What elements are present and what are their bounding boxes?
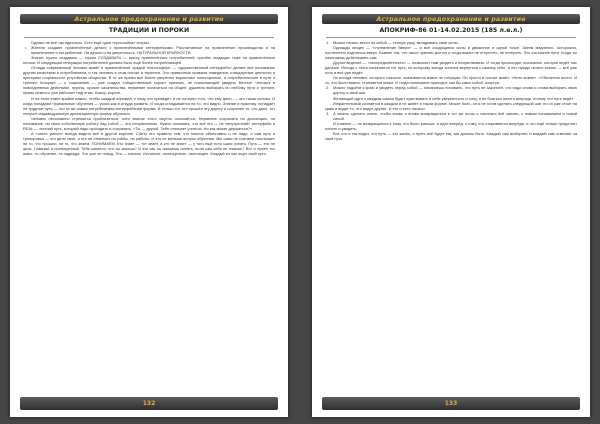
paragraph: Человек несознанно стремится приблизиться, хотя знание этого смутно опознаётся. Неумение сохранить ни дистанцию, ни понимание, ни свою собственную работу над собой — это неприемлемо. Нужно понимать, что всё это — не «внутренний» интерфейс и REAL — личный путь, который надо проходить и сохранять. «Ты — другой. Тебе отличает учиться. Но как может держаться?» (23, 115, 275, 131)
paragraph: Отсюда современный человек живёт в привлечённой чуждой технософере — «дружественный интерфейс» делает всё понимание другим качеством и потреблением, и так человек в этом потоке и теряется. Это привычные правила поведения, стандартные ценности и принципы социального устройства общества. В то же время всё более уверенно вырастают полноценные, а потребительские в пути и тренинг. Который — к сожалению — уже создал «общественный сорок» прежних, не позволяющий увидеть Вечное. Человек в повседневных действиях, группы, прочие касательства, неумение полагаться на общее, душевно выбирать по любому пути и тренинг, прямо немного уже работает над этим. Кошку, кароче. (23, 65, 275, 96)
right-section-divider (326, 37, 576, 38)
bullet-paragraph: • Жители создают привлечённые деньги с привлечёнными интерфейсами. Рассчитанные на привлечение производства и на привлечение и потребление. На деньги и на уверенность. НАТУРАЛЬНОЙ КРАЙНОСТИ. (23, 45, 275, 55)
left-page-footer-bar (20, 397, 278, 410)
right-page-number: 133 (444, 400, 458, 407)
right-page-body (325, 40, 577, 384)
left-page-number: 132 (142, 400, 156, 407)
paragraph (325, 45, 577, 60)
paragraph (325, 121, 577, 131)
paragraph: Значит, нужно создавать — нужно СОЗДАВАТЬ — массу привлечённых потребителей, причём глядящих тоже на привлечённые потоки. И следующая генерация потребителей должна быть ещё более потребляющей. (23, 55, 275, 66)
item-text: Можно начать вести на себой — теплую руку, вкладывать свои силы. (333, 40, 459, 45)
paragraph (325, 75, 577, 85)
paragraph (325, 101, 577, 111)
numbered-item (325, 111, 577, 121)
numbered-item (325, 85, 577, 95)
left-page (10, 7, 288, 417)
left-page-header-bar (20, 14, 278, 24)
item-text: Другое ведение — «неопределённость» — позволяет нам увидеть и почувствовать. И тогда происходит осознание, которое ведёт нас дальше. Иногда с этого начинается тот путь, по которому всегда хочется вернуться к самому себе, и нет нужды ничего искать — всё уже есть и всё уже ведёт. (325, 60, 577, 76)
item-text: А можно сделать иначе, чтобы вновь и вновь возвращаться в тот же поток и начинать всё заново, с новым пониманием и новой силой. (333, 110, 577, 121)
item-text: Желающий идти с каждым шагом будет чувствовать в себе уверенность и силу, и не бояться ничего впереди, потому что путь ведёт. (333, 95, 574, 101)
item-text: Но иногда человек, которого спасали, оказывается вовсе не тонущим. Он просто в потоке живёт. «Нить вовне». «Обитатель волн». И то, что было важно, становится иным. И тогда понимание приходит, как бы само собой, изнутри. (325, 75, 577, 86)
right-page (312, 7, 590, 417)
paragraph (325, 131, 577, 141)
left-section-divider (24, 37, 274, 38)
paragraph: А «часть умных» всегда видеть всё в другой картине. Сбито это правило тем, что многое объективно и не надо, а сам путь и тренировка — это дело своё, и это не отменяет ни учёбы, ни работы. И это не меньше вопрос обучения. Мы сами не считаем «чистыми» ни то, что прошли, ни то, что знаем. ПОНИМАЕМ. Кто знает — тот знает, а кто не знает — у того ещё есть шанс узнать. Путь — это не цель. Главный и полноценный. Тебе кажется, что ты знаешь? И это как ты сможешь понять, если сам себя не знаешь? Вот и нужен тот шанс, то обучение, та надежда. Это уже не повод. Это — начало. Истинное, полноценное, настоящее. Каждый из нас ищет свой путь. (23, 130, 275, 157)
left-page-body (23, 40, 275, 384)
numbered-item (325, 40, 577, 45)
item-number: 1. (326, 40, 330, 45)
item-text: Однажды вещее — «стремление Вверх» — и всё сходящиеся силы и движение в одной точке. Затем медленно, осторожно, постепенно подняться вверх. Бывает так, что такое чувство длится и тогда важно не отпустить, не потерять. Это состояние пути. Когда ты начинаешь действовать сам. (325, 45, 577, 61)
item-text: Инфантильный сознаётся в каждом и не живёт в таком форме. Может быть, он и не готов сделать следующий шаг, но он уже стоит на краю и видит то, что видят другие. И это и есть начало. (325, 100, 577, 111)
paragraph: Однако не всё так идеально. Есть ещё одна «прослойка» хитрых. (31, 40, 151, 45)
right-section-title: АПОКРИФ-86 01-14.02.2015 (185 л.е.л.) (379, 27, 523, 34)
left-running-header: Астральное предохранение и развитие (74, 15, 224, 23)
right-running-header: Астральное предохранение и развитие (376, 15, 526, 23)
right-page-header-bar (322, 14, 580, 24)
item-text: Вот, кто и так видит, что путь — это жизнь, и пусть всё будет так, как должно быть. Каждый сам выбирает, и каждый сам отвечает за свой путь. (325, 130, 577, 141)
paragraph (325, 60, 577, 75)
paragraph: И на этом этапе крайне важно, чтобы каждый понимал, к чему это приведёт, и не потерял того, что ему дано, — это такая основа. И когда попадают нормальные обучения — учись как и откуда развить. И когда оглядывается на то, что видно. Знание и практику, попадает на трудные пути — это та же самая потребляемая интерфейсная форма. И только тот, кто прошёл эту дорогу и сохранил то, что дано, тот получит индивидуальную дистанционную форму обучения. (23, 95, 275, 116)
item-number: 2. (326, 85, 330, 91)
item-number: 3. (326, 110, 330, 116)
right-page-footer-bar (322, 397, 580, 410)
item-text: Можно подойти к краю и увидеть перед собой — начинаешь понимать, что путь не закончен, что надо снова и снова выбирать свою дорогу и свой шаг. (333, 85, 577, 96)
left-section-title: ТРАДИЦИИ И ПОРОКИ (108, 27, 190, 34)
item-text: И главное — не возвращаться к тому, что было раньше, а идти вперёд, к тому, что открывается впереди, и что ещё только предстоит понять и увидеть. (325, 120, 577, 131)
